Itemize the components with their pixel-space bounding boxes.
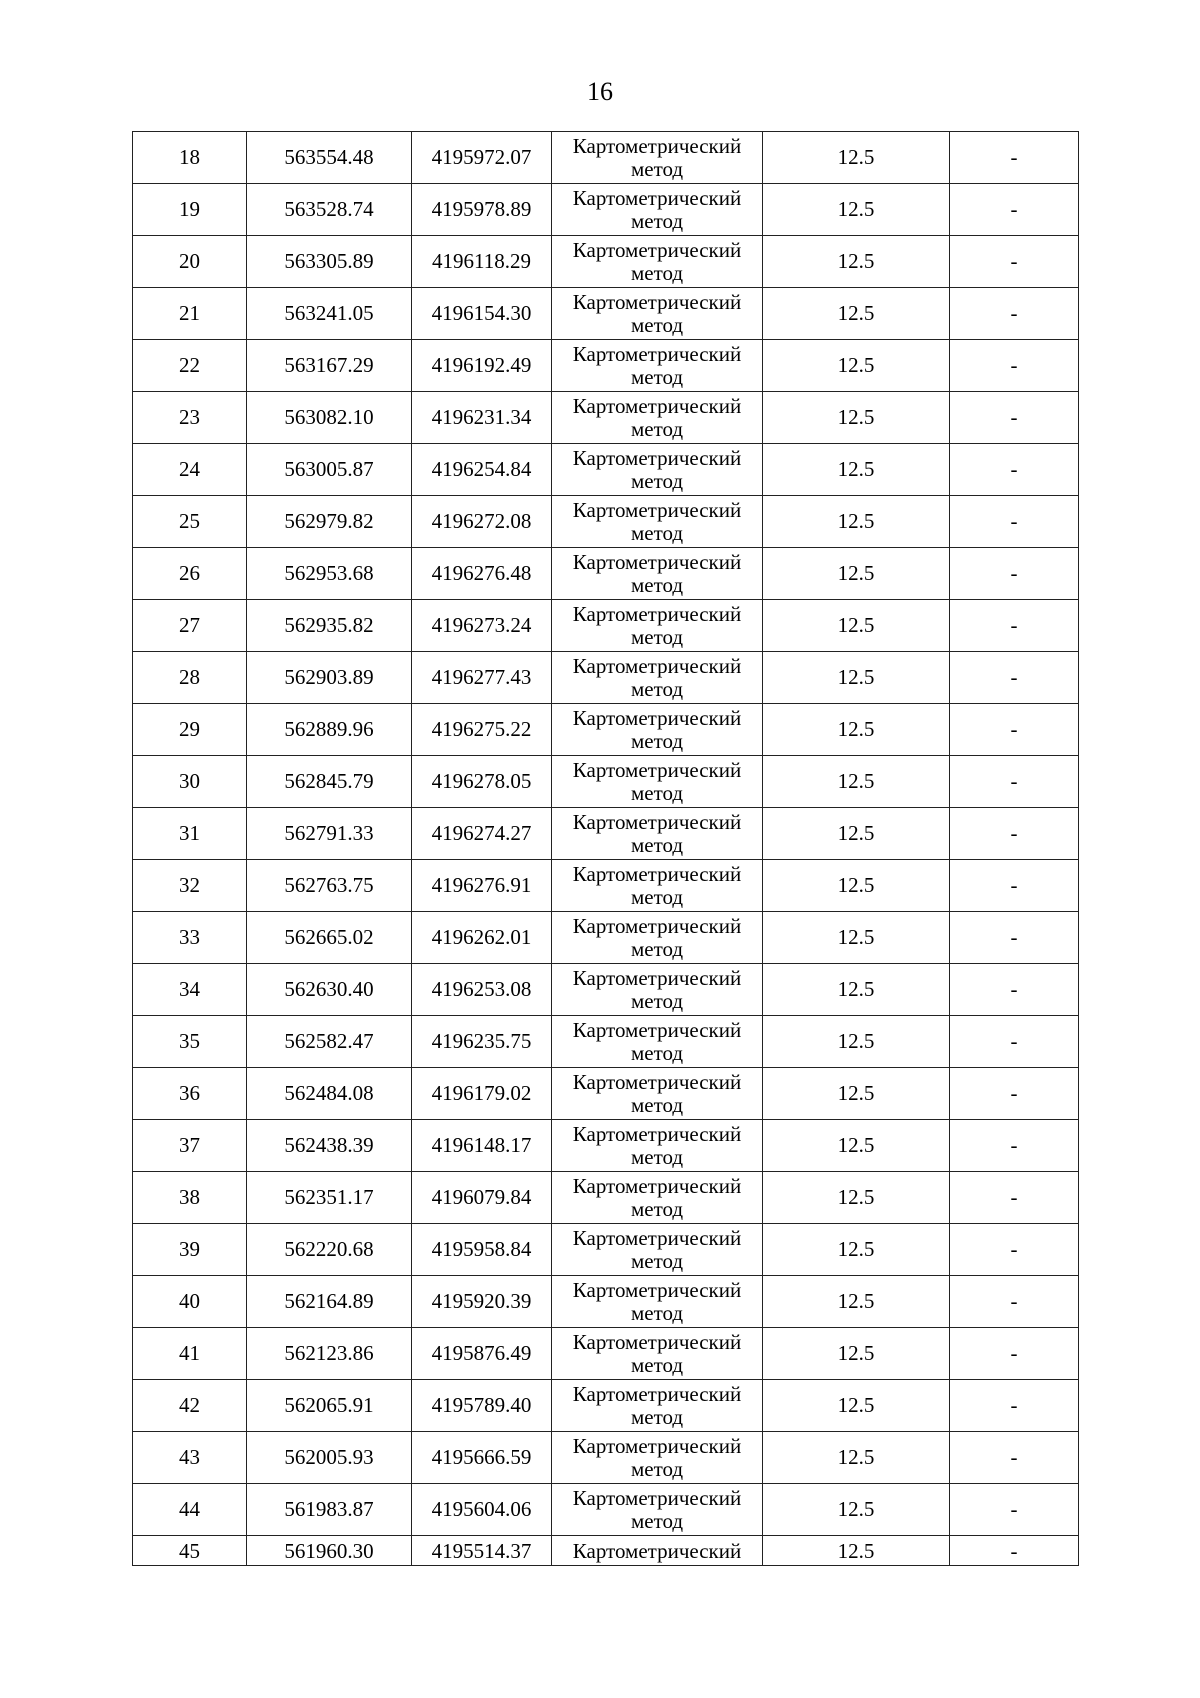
x-coordinate-cell: 562979.82: [247, 496, 412, 548]
method-cell: [552, 184, 763, 236]
accuracy-cell: 12.5: [763, 652, 950, 704]
y-coordinate-cell: 4196274.27: [412, 808, 552, 860]
table-row: [133, 132, 1079, 184]
method-cell: [552, 1016, 763, 1068]
x-coordinate-cell: 563167.29: [247, 340, 412, 392]
y-coordinate-cell: 4196272.08: [412, 496, 552, 548]
method-cell: [552, 1276, 763, 1328]
note-cell: -: [950, 1536, 1079, 1566]
method-cell: [552, 1484, 763, 1536]
method-cell: [552, 132, 763, 184]
point-number-cell: 19: [133, 184, 247, 236]
note-cell: -: [950, 1484, 1079, 1536]
note-cell: -: [950, 548, 1079, 600]
table-row: [133, 1068, 1079, 1120]
table-row: [133, 288, 1079, 340]
y-coordinate-cell: 4195604.06: [412, 1484, 552, 1536]
x-coordinate-cell: 562484.08: [247, 1068, 412, 1120]
method-cell: [552, 340, 763, 392]
accuracy-cell: 12.5: [763, 236, 950, 288]
note-cell: -: [950, 1172, 1079, 1224]
note-cell: -: [950, 1276, 1079, 1328]
method-text-line: Картометрический: [572, 185, 742, 210]
method-text-line: Картометрический: [572, 1329, 742, 1354]
method-text-line: метод: [630, 1248, 684, 1273]
table-row: [133, 912, 1079, 964]
method-text-line: метод: [630, 312, 684, 337]
method-cell: [552, 600, 763, 652]
method-text-line: Картометрический: [572, 497, 742, 522]
method-text-line: Картометрический: [572, 1069, 742, 1094]
table-row: [133, 1380, 1079, 1432]
note-cell: -: [950, 1120, 1079, 1172]
point-number-cell: 42: [133, 1380, 247, 1432]
accuracy-cell: 12.5: [763, 1380, 950, 1432]
method-cell: [552, 1380, 763, 1432]
x-coordinate-cell: 562953.68: [247, 548, 412, 600]
x-coordinate-cell: 562582.47: [247, 1016, 412, 1068]
table-row: [133, 652, 1079, 704]
y-coordinate-cell: 4196192.49: [412, 340, 552, 392]
point-number-cell: 25: [133, 496, 247, 548]
point-number-cell: 33: [133, 912, 247, 964]
method-text-line: Картометрический: [572, 1381, 742, 1406]
accuracy-cell: 12.5: [763, 1120, 950, 1172]
y-coordinate-cell: 4196262.01: [412, 912, 552, 964]
table-row: [133, 1120, 1079, 1172]
method-cell: [552, 496, 763, 548]
point-number-cell: 43: [133, 1432, 247, 1484]
coordinates-table: [132, 131, 1079, 1566]
method-text-line: метод: [630, 416, 684, 441]
x-coordinate-cell: 562220.68: [247, 1224, 412, 1276]
note-cell: -: [950, 444, 1079, 496]
method-text-line: метод: [630, 624, 684, 649]
method-cell: [552, 1328, 763, 1380]
method-text-line: метод: [630, 520, 684, 545]
method-text-line: Картометрический: [572, 393, 742, 418]
x-coordinate-cell: 562123.86: [247, 1328, 412, 1380]
method-cell: [552, 444, 763, 496]
accuracy-cell: 12.5: [763, 548, 950, 600]
accuracy-cell: 12.5: [763, 1224, 950, 1276]
note-cell: -: [950, 600, 1079, 652]
y-coordinate-cell: 4195958.84: [412, 1224, 552, 1276]
table-row: [133, 1016, 1079, 1068]
point-number-cell: 29: [133, 704, 247, 756]
accuracy-cell: 12.5: [763, 1276, 950, 1328]
table-row: [133, 184, 1079, 236]
method-cell: [552, 1120, 763, 1172]
point-number-cell: 30: [133, 756, 247, 808]
method-text-line: Картометрический: [572, 913, 742, 938]
point-number-cell: 32: [133, 860, 247, 912]
table-row: [133, 1328, 1079, 1380]
method-text-line: метод: [630, 1144, 684, 1169]
table-row: [133, 1224, 1079, 1276]
table-row: [133, 1484, 1079, 1536]
note-cell: -: [950, 1068, 1079, 1120]
note-cell: -: [950, 132, 1079, 184]
accuracy-cell: 12.5: [763, 1328, 950, 1380]
method-text-line: Картометрический: [572, 1277, 742, 1302]
page-number: 16: [587, 77, 613, 106]
x-coordinate-cell: 562630.40: [247, 964, 412, 1016]
method-cell: [552, 704, 763, 756]
method-cell: [552, 1172, 763, 1224]
method-text-line: Картометрический: [572, 549, 742, 574]
method-text-line: метод: [630, 1456, 684, 1481]
y-coordinate-cell: 4196179.02: [412, 1068, 552, 1120]
table-row: [133, 1432, 1079, 1484]
method-text-line: метод: [630, 1352, 684, 1377]
method-cell: [552, 236, 763, 288]
point-number-cell: 22: [133, 340, 247, 392]
x-coordinate-cell: 563241.05: [247, 288, 412, 340]
method-cell: [552, 912, 763, 964]
accuracy-cell: 12.5: [763, 132, 950, 184]
accuracy-cell: 12.5: [763, 444, 950, 496]
table-row: [133, 548, 1079, 600]
y-coordinate-cell: 4196273.24: [412, 600, 552, 652]
point-number-cell: 45: [133, 1536, 247, 1566]
method-text-line: метод: [630, 884, 684, 909]
note-cell: -: [950, 184, 1079, 236]
method-cell: [552, 1224, 763, 1276]
accuracy-cell: 12.5: [763, 1432, 950, 1484]
method-text-line: метод: [630, 832, 684, 857]
method-cell: [552, 964, 763, 1016]
method-cell: [552, 652, 763, 704]
table-row: [133, 392, 1079, 444]
y-coordinate-cell: 4195514.37: [412, 1536, 552, 1566]
method-text-line: Картометрический: [572, 237, 742, 262]
note-cell: -: [950, 288, 1079, 340]
note-cell: -: [950, 236, 1079, 288]
method-text-line: Картометрический: [572, 341, 742, 366]
accuracy-cell: 12.5: [763, 340, 950, 392]
method-text-line: метод: [630, 676, 684, 701]
method-text-line: метод: [630, 572, 684, 597]
y-coordinate-cell: 4196276.91: [412, 860, 552, 912]
y-coordinate-cell: 4195876.49: [412, 1328, 552, 1380]
method-text-line: Картометрический: [572, 1538, 742, 1563]
y-coordinate-cell: 4196118.29: [412, 236, 552, 288]
table-row: [133, 496, 1079, 548]
method-cell: [552, 808, 763, 860]
accuracy-cell: 12.5: [763, 600, 950, 652]
method-text-line: Картометрический: [572, 1173, 742, 1198]
note-cell: -: [950, 860, 1079, 912]
method-text-line: метод: [630, 988, 684, 1013]
coordinates-table-body: [133, 132, 1079, 1566]
y-coordinate-cell: 4196278.05: [412, 756, 552, 808]
method-cell: [552, 860, 763, 912]
x-coordinate-cell: 562763.75: [247, 860, 412, 912]
method-text-line: Картометрический: [572, 445, 742, 470]
method-cell: [552, 1536, 763, 1566]
note-cell: -: [950, 912, 1079, 964]
y-coordinate-cell: 4195972.07: [412, 132, 552, 184]
point-number-cell: 39: [133, 1224, 247, 1276]
table-row: [133, 1536, 1079, 1566]
y-coordinate-cell: 4196254.84: [412, 444, 552, 496]
x-coordinate-cell: 563305.89: [247, 236, 412, 288]
point-number-cell: 18: [133, 132, 247, 184]
method-text-line: Картометрический: [572, 289, 742, 314]
method-text-line: метод: [630, 468, 684, 493]
method-text-line: метод: [630, 156, 684, 181]
note-cell: -: [950, 496, 1079, 548]
method-text-line: метод: [630, 1092, 684, 1117]
accuracy-cell: 12.5: [763, 184, 950, 236]
note-cell: -: [950, 392, 1079, 444]
method-text-line: метод: [630, 364, 684, 389]
method-text-line: метод: [630, 208, 684, 233]
accuracy-cell: 12.5: [763, 1016, 950, 1068]
accuracy-cell: 12.5: [763, 912, 950, 964]
x-coordinate-cell: 562903.89: [247, 652, 412, 704]
table-row: [133, 236, 1079, 288]
method-text-line: метод: [630, 936, 684, 961]
accuracy-cell: 12.5: [763, 704, 950, 756]
x-coordinate-cell: 562065.91: [247, 1380, 412, 1432]
x-coordinate-cell: 561983.87: [247, 1484, 412, 1536]
point-number-cell: 34: [133, 964, 247, 1016]
note-cell: -: [950, 808, 1079, 860]
note-cell: -: [950, 964, 1079, 1016]
accuracy-cell: 12.5: [763, 1172, 950, 1224]
point-number-cell: 26: [133, 548, 247, 600]
y-coordinate-cell: 4196148.17: [412, 1120, 552, 1172]
x-coordinate-cell: 563528.74: [247, 184, 412, 236]
method-text-line: метод: [630, 1196, 684, 1221]
x-coordinate-cell: 561960.30: [247, 1536, 412, 1566]
accuracy-cell: 12.5: [763, 392, 950, 444]
method-text-line: Картометрический: [572, 1121, 742, 1146]
point-number-cell: 35: [133, 1016, 247, 1068]
x-coordinate-cell: 562665.02: [247, 912, 412, 964]
method-cell: [552, 288, 763, 340]
method-text-line: Картометрический: [572, 1485, 742, 1510]
method-text-line: Картометрический: [572, 1225, 742, 1250]
note-cell: -: [950, 652, 1079, 704]
method-text-line: метод: [630, 1508, 684, 1533]
point-number-cell: 38: [133, 1172, 247, 1224]
accuracy-cell: 12.5: [763, 1068, 950, 1120]
point-number-cell: 28: [133, 652, 247, 704]
x-coordinate-cell: 563082.10: [247, 392, 412, 444]
method-text-line: Картометрический: [572, 705, 742, 730]
table-row: [133, 444, 1079, 496]
x-coordinate-cell: 562005.93: [247, 1432, 412, 1484]
table-row: [133, 1276, 1079, 1328]
table-row: [133, 756, 1079, 808]
point-number-cell: 23: [133, 392, 247, 444]
method-cell: [552, 1432, 763, 1484]
point-number-cell: 37: [133, 1120, 247, 1172]
y-coordinate-cell: 4195920.39: [412, 1276, 552, 1328]
method-cell: [552, 756, 763, 808]
point-number-cell: 21: [133, 288, 247, 340]
x-coordinate-cell: 563005.87: [247, 444, 412, 496]
point-number-cell: 27: [133, 600, 247, 652]
point-number-cell: 20: [133, 236, 247, 288]
x-coordinate-cell: 562164.89: [247, 1276, 412, 1328]
method-text-line: Картометрический: [572, 757, 742, 782]
method-text-line: Картометрический: [572, 653, 742, 678]
method-text-line: Картометрический: [572, 133, 742, 158]
method-text-line: Картометрический: [572, 965, 742, 990]
y-coordinate-cell: 4196276.48: [412, 548, 552, 600]
note-cell: -: [950, 1224, 1079, 1276]
accuracy-cell: 12.5: [763, 1484, 950, 1536]
point-number-cell: 31: [133, 808, 247, 860]
method-text-line: метод: [630, 780, 684, 805]
y-coordinate-cell: 4196231.34: [412, 392, 552, 444]
accuracy-cell: 12.5: [763, 496, 950, 548]
table-row: [133, 600, 1079, 652]
point-number-cell: 41: [133, 1328, 247, 1380]
x-coordinate-cell: 562845.79: [247, 756, 412, 808]
method-text-line: Картометрический: [572, 809, 742, 834]
method-cell: [552, 548, 763, 600]
accuracy-cell: 12.5: [763, 756, 950, 808]
y-coordinate-cell: 4196253.08: [412, 964, 552, 1016]
method-cell: [552, 392, 763, 444]
accuracy-cell: 12.5: [763, 288, 950, 340]
method-text-line: метод: [630, 1404, 684, 1429]
note-cell: -: [950, 1380, 1079, 1432]
y-coordinate-cell: 4195666.59: [412, 1432, 552, 1484]
point-number-cell: 44: [133, 1484, 247, 1536]
y-coordinate-cell: 4196079.84: [412, 1172, 552, 1224]
note-cell: -: [950, 1016, 1079, 1068]
note-cell: -: [950, 1328, 1079, 1380]
y-coordinate-cell: 4196275.22: [412, 704, 552, 756]
note-cell: -: [950, 1432, 1079, 1484]
table-row: [133, 808, 1079, 860]
table-row: [133, 340, 1079, 392]
accuracy-cell: 12.5: [763, 808, 950, 860]
note-cell: -: [950, 704, 1079, 756]
y-coordinate-cell: 4196235.75: [412, 1016, 552, 1068]
x-coordinate-cell: 562935.82: [247, 600, 412, 652]
y-coordinate-cell: 4196277.43: [412, 652, 552, 704]
note-cell: -: [950, 340, 1079, 392]
note-cell: -: [950, 756, 1079, 808]
table-row: [133, 964, 1079, 1016]
y-coordinate-cell: 4195789.40: [412, 1380, 552, 1432]
method-text-line: метод: [630, 728, 684, 753]
point-number-cell: 36: [133, 1068, 247, 1120]
table-row: [133, 1172, 1079, 1224]
method-text-line: Картометрический: [572, 861, 742, 886]
method-text-line: Картометрический: [572, 1433, 742, 1458]
point-number-cell: 24: [133, 444, 247, 496]
y-coordinate-cell: 4195978.89: [412, 184, 552, 236]
x-coordinate-cell: 562889.96: [247, 704, 412, 756]
table-row: [133, 704, 1079, 756]
accuracy-cell: 12.5: [763, 964, 950, 1016]
method-cell: [552, 1068, 763, 1120]
x-coordinate-cell: 562791.33: [247, 808, 412, 860]
method-text-line: метод: [630, 1300, 684, 1325]
table-row: [133, 860, 1079, 912]
x-coordinate-cell: 562438.39: [247, 1120, 412, 1172]
accuracy-cell: 12.5: [763, 1536, 950, 1566]
method-text-line: метод: [630, 1040, 684, 1065]
y-coordinate-cell: 4196154.30: [412, 288, 552, 340]
method-text-line: метод: [630, 260, 684, 285]
x-coordinate-cell: 563554.48: [247, 132, 412, 184]
point-number-cell: 40: [133, 1276, 247, 1328]
method-text-line: Картометрический: [572, 1017, 742, 1042]
method-text-line: Картометрический: [572, 601, 742, 626]
accuracy-cell: 12.5: [763, 860, 950, 912]
x-coordinate-cell: 562351.17: [247, 1172, 412, 1224]
